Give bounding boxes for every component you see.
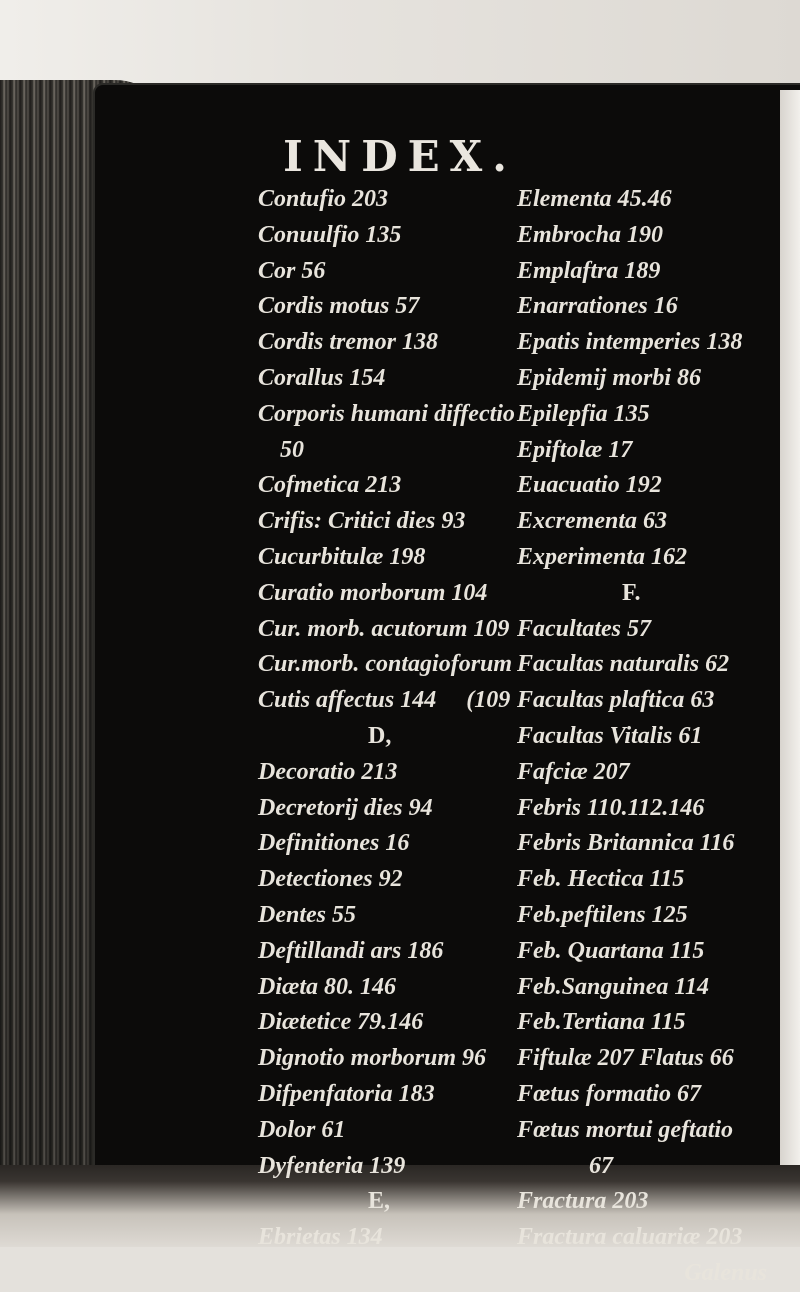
index-entry: Curatio morborum 104: [258, 579, 488, 606]
index-entry: Cucurbitulæ 198: [258, 543, 426, 570]
section-letter-d: D,: [368, 722, 392, 749]
index-entry: Facultas Vitalis 61: [517, 722, 703, 749]
index-entry: Decretorij dies 94: [258, 794, 433, 821]
index-entry: Fractura caluariæ 203: [517, 1224, 743, 1251]
index-entry: Facultates 57: [517, 615, 652, 642]
index-entry: Deftillandi ars 186: [258, 937, 444, 964]
index-entry: Emplaftra 189: [517, 257, 661, 284]
index-entry: Cor 56: [258, 257, 326, 284]
section-letter-e: E,: [368, 1188, 391, 1215]
catchword: Galenus: [684, 1259, 767, 1286]
index-entry: Feb.Tertiana 115: [517, 1009, 686, 1036]
index-entry: Feb. Quartana 115: [517, 937, 705, 964]
index-entry-continuation: 67: [589, 1152, 613, 1179]
index-entry: Diæta 80. 146: [258, 973, 396, 1000]
index-entry: Fœtus formatio 67: [517, 1080, 702, 1107]
index-entry: Fractura 203: [517, 1188, 649, 1215]
index-entry: Dignotio morborum 96: [258, 1045, 487, 1072]
index-entry: Corporis humani diffectio: [258, 400, 515, 427]
index-entry: Definitiones 16: [258, 830, 410, 857]
index-entry: Excrementa 63: [517, 508, 667, 535]
index-entry: Febris 110.112.146: [517, 794, 705, 821]
index-entry: Dyfenteria 139: [258, 1152, 406, 1179]
index-entry: Fafciæ 207: [517, 758, 630, 785]
index-entry: Enarrationes 16: [517, 293, 678, 320]
index-entry: Cur.morb. contagioforum: [258, 651, 513, 678]
index-entry: Epiftolæ 17: [517, 436, 633, 463]
index-entry: Dolor 61: [258, 1116, 346, 1143]
section-letter-f: F.: [622, 579, 641, 606]
index-entry: Cutis affectus 144 (109: [258, 687, 511, 714]
page-right-edge: [780, 90, 800, 1170]
index-entry: Euacuatio 192: [517, 472, 662, 499]
index-entry: Epatis intemperies 138: [517, 329, 743, 356]
index-entry-continuation: 50: [280, 436, 304, 463]
index-entry: Facultas naturalis 62: [517, 651, 730, 678]
index-entry: Crifis: Critici dies 93: [258, 508, 466, 535]
index-entry: Diætetice 79.146: [258, 1009, 424, 1036]
index-entry: Cofmetica 213: [258, 472, 402, 499]
index-entry: Cordis motus 57: [258, 293, 420, 320]
index-entry: Corallus 154: [258, 364, 386, 391]
index-entry: Experimenta 162: [517, 543, 688, 570]
index-entry: Cur. morb. acutorum 109: [258, 615, 510, 642]
index-entry: Elementa 45.46: [517, 186, 672, 212]
left-column: [258, 182, 518, 1256]
index-entry: Epidemij morbi 86: [517, 364, 702, 391]
index-entry: Facultas plaftica 63: [517, 687, 715, 714]
right-column: [517, 182, 777, 1292]
index-entry: Feb. Hectica 115: [517, 866, 685, 893]
index-entry: Difpenfatoria 183: [258, 1080, 435, 1107]
index-entry: Dentes 55: [258, 901, 356, 928]
index-entry: Conuulfio 135: [258, 221, 402, 248]
index-entry: Detectiones 92: [258, 866, 403, 893]
index-entry: Embrocha 190: [517, 221, 664, 248]
index-entry: Cordis tremor 138: [258, 329, 439, 356]
index-entry: Fœtus mortui geftatio: [517, 1116, 734, 1143]
index-entry: Fiftulæ 207 Flatus 66: [517, 1045, 734, 1072]
index-entry: Febris Britannica 116: [517, 830, 735, 857]
index-entry: Contufio 203: [258, 186, 389, 212]
index-entry: Decoratio 213: [258, 758, 398, 785]
index-entry: Epilepfia 135: [517, 400, 650, 427]
index-entry: Feb.Sanguinea 114: [517, 973, 710, 1000]
index-entry: Ebrietas 134: [258, 1224, 383, 1251]
page-title: INDEX.: [283, 132, 517, 181]
index-entry: Feb.peftilens 125: [517, 901, 688, 928]
